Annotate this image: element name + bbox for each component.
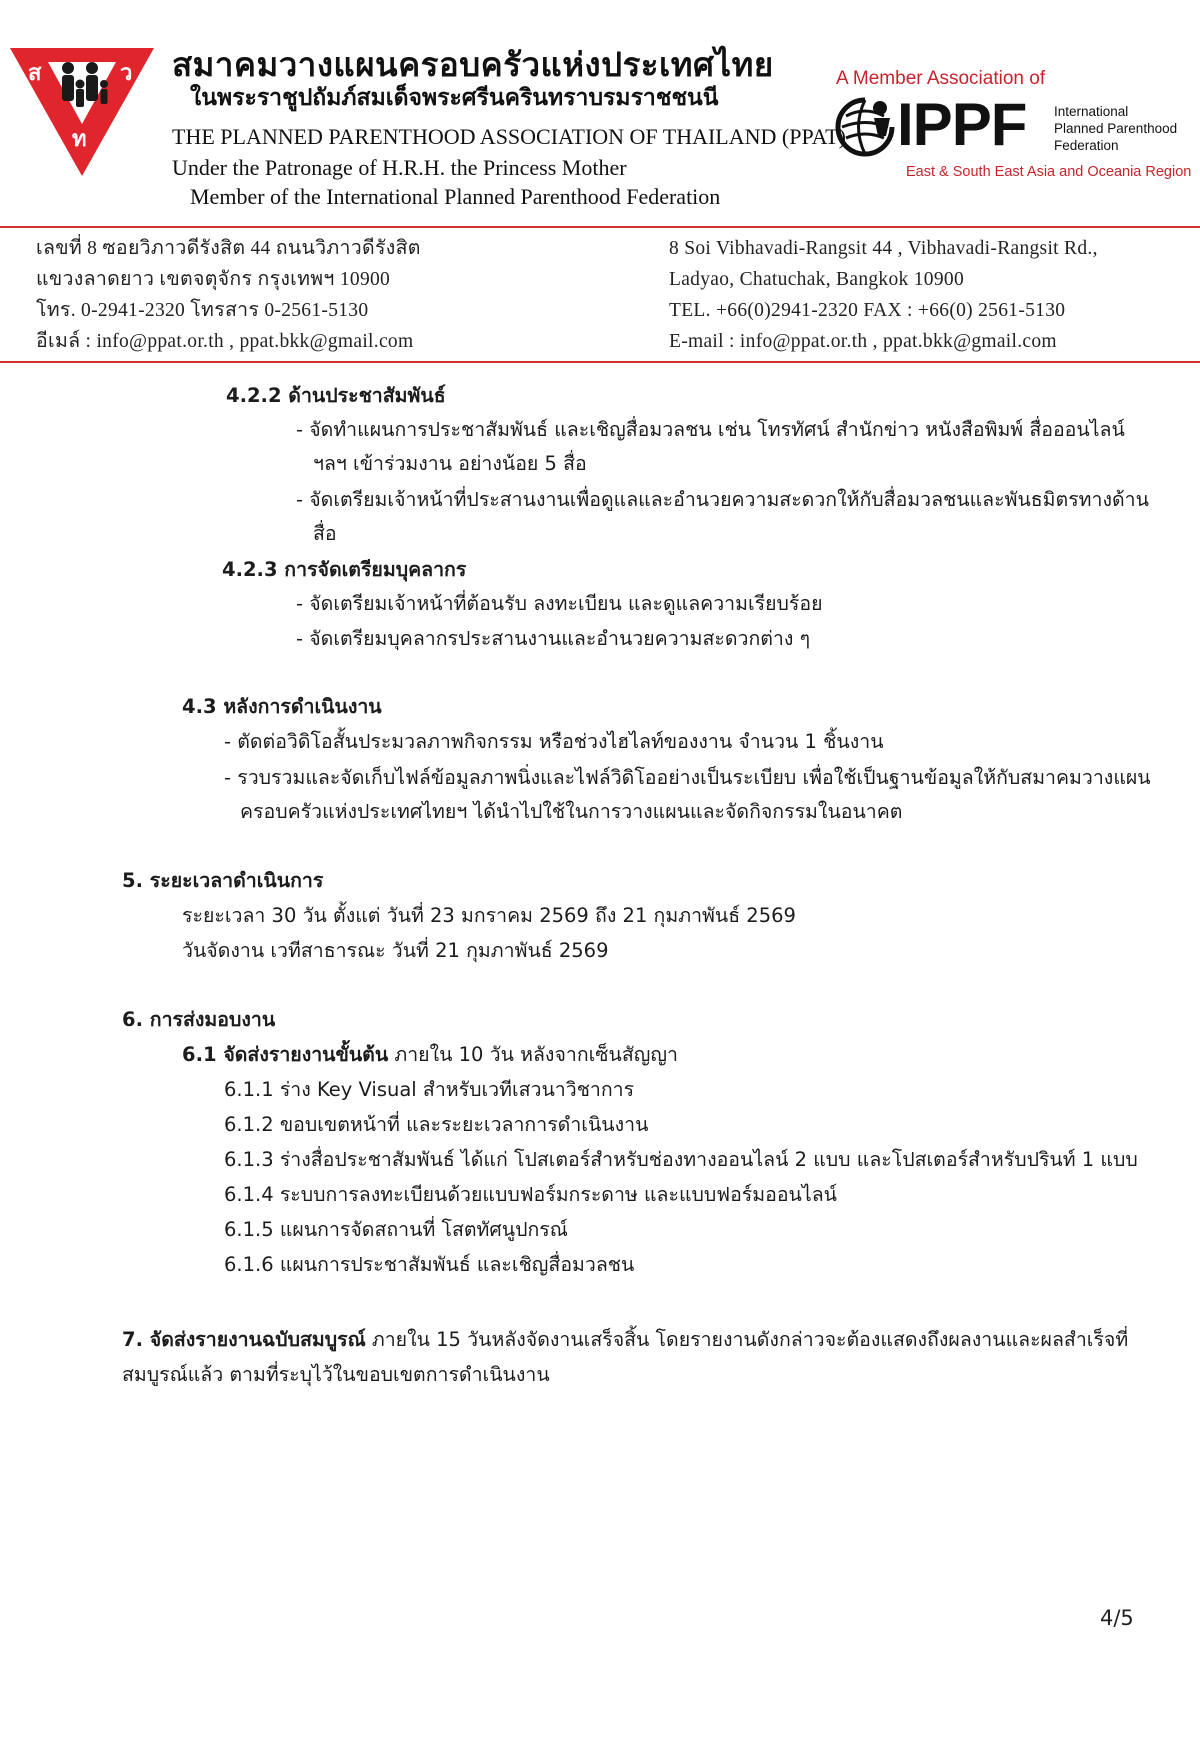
logo-letter-bottom: ท	[72, 127, 87, 152]
page-number: 4/5	[1100, 1606, 1134, 1630]
section-4-3-item: - รวบรวมและจัดเก็บไฟล์ข้อมูลภาพนิ่งและไฟล์วิดิโออย่างเป็นระเบียบ เพื่อใช้เป็นฐานข้อมูลให้กับสมาคมวางแผน	[224, 766, 1151, 789]
section-4-3-title: 4.3 หลังการดำเนินงาน	[182, 695, 382, 718]
ippf-region: East & South East Asia and Oceania Region	[906, 164, 1192, 180]
address-line: TEL. +66(0)2941-2320 FAX : +66(0) 2561-5130	[669, 300, 1066, 321]
address-line: แขวงลาดยาว เขตจตุจักร กรุงเทพฯ 10900	[36, 269, 391, 290]
address-line: E-mail : info@ppat.or.th , ppat.bkk@gmail.com	[669, 331, 1057, 352]
address-line: อีเมล์ : info@ppat.or.th , ppat.bkk@gmail.com	[36, 331, 414, 352]
section-4-2-2-item: - จัดเตรียมเจ้าหน้าที่ประสานงานเพื่อดูแลและอำนวยความสะดวกให้กับสื่อมวลชนและพันธมิตรทางด้าน	[296, 488, 1149, 511]
address-line: เลขที่ 8 ซอยวิภาวดีรังสิต 44 ถนนวิภาวดีรังสิต	[36, 238, 421, 259]
section-5-event-date: วันจัดงาน เวทีสาธารณะ วันที่ 21 กุมภาพันธ์ 2569	[182, 939, 609, 962]
section-4-2-3-title: 4.2.3 การจัดเตรียมบุคลากร	[222, 558, 467, 581]
ippf-member-label: A Member Association of	[836, 68, 1046, 89]
logo-letter-left: ส	[28, 61, 42, 86]
section-6-1-item: 6.1.1 ร่าง Key Visual สำหรับเวทีเสวนาวิชาการ	[224, 1078, 635, 1101]
section-6-1-label: 6.1 จัดส่งรายงานขั้นต้น	[182, 1043, 389, 1066]
org-name-english: THE PLANNED PARENTHOOD ASSOCIATION OF THAILAND (PPAT)	[172, 124, 846, 149]
header-divider-bottom	[0, 361, 1200, 363]
section-7-text: ภายใน 15 วันหลังจัดงานเสร็จสิ้น โดยรายงานดังกล่าวจะต้องแสดงถึงผลงานและผลสำเร็จที่	[365, 1328, 1129, 1351]
address-thai	[36, 233, 421, 357]
address-english	[669, 233, 1098, 357]
address-line: 8 Soi Vibhavadi-Rangsit 44 , Vibhavadi-Rangsit Rd.,	[669, 238, 1098, 259]
section-7	[122, 1325, 1128, 1355]
section-4-2-2-item: - จัดทำแผนการประชาสัมพันธ์ และเชิญสื่อมวลชน เช่น โทรทัศน์ สำนักข่าว หนังสือพิมพ์ สื่อออนไลน์	[296, 418, 1125, 441]
address-line: Ladyao, Chatuchak, Bangkok 10900	[669, 269, 964, 290]
ippf-acronym: IPPF	[897, 91, 1027, 158]
section-4-2-3-item: - จัดเตรียมเจ้าหน้าที่ต้อนรับ ลงทะเบียน และดูแลความเรียบร้อย	[296, 592, 823, 615]
section-4-3-item-cont: ครอบครัวแห่งประเทศไทยฯ ได้นำไปใช้ในการวางแผนและจัดกิจกรรมในอนาคต	[240, 800, 903, 823]
section-6-1-item: 6.1.5 แผนการจัดสถานที่ โสตทัศนูปกรณ์	[224, 1218, 568, 1241]
section-6-title: 6. การส่งมอบงาน	[122, 1008, 276, 1031]
section-6-1-item: 6.1.2 ขอบเขตหน้าที่ และระยะเวลาการดำเนินงาน	[224, 1113, 649, 1136]
section-6-1-text: ภายใน 10 วัน หลังจากเซ็นสัญญา	[388, 1043, 678, 1066]
section-4-2-2-item-cont: สื่อ	[313, 522, 337, 545]
section-4-2-3-item: - จัดเตรียมบุคลากรประสานงานและอำนวยความสะดวกต่าง ๆ	[296, 627, 811, 650]
ippf-fullname-line: International	[1054, 104, 1129, 119]
ippf-fullname	[1054, 103, 1177, 154]
org-patronage-thai: ในพระราชูปถัมภ์สมเด็จพระศรีนครินทราบรมราชชนนี	[190, 85, 719, 111]
ippf-globe-icon	[834, 96, 896, 158]
org-member-english: Member of the International Planned Parenthood Federation	[190, 184, 721, 209]
section-6-1-item: 6.1.6 แผนการประชาสัมพันธ์ และเชิญสื่อมวลชน	[224, 1253, 635, 1276]
org-patronage-english: Under the Patronage of H.R.H. the Princess Mother	[172, 155, 627, 180]
org-name-thai: สมาคมวางแผนครอบครัวแห่งประเทศไทย	[172, 45, 774, 84]
section-4-2-2-item-cont: ฯลฯ เข้าร่วมงาน อย่างน้อย 5 สื่อ	[313, 452, 587, 475]
section-6-1-item: 6.1.4 ระบบการลงทะเบียนด้วยแบบฟอร์มกระดาษ และแบบฟอร์มออนไลน์	[224, 1183, 837, 1206]
ppat-logo	[8, 44, 156, 180]
section-4-3-item: - ตัดต่อวิดิโอสั้นประมวลภาพกิจกรรม หรือช่วงไฮไลท์ของงาน จำนวน 1 ชิ้นงาน	[224, 730, 884, 753]
section-5-title: 5. ระยะเวลาดำเนินการ	[122, 869, 324, 892]
section-5-duration: ระยะเวลา 30 วัน ตั้งแต่ วันที่ 23 มกราคม 2569 ถึง 21 กุมภาพันธ์ 2569	[182, 904, 796, 927]
ippf-fullname-line: Federation	[1054, 138, 1119, 153]
ippf-fullname-line: Planned Parenthood	[1054, 121, 1178, 136]
section-6-1-item: 6.1.3 ร่างสื่อประชาสัมพันธ์ ได้แก่ โปสเตอร์สำหรับช่องทางออนไลน์ 2 แบบ และโปสเตอร์สำหรับปรินท์ 1 แบบ	[224, 1148, 1138, 1171]
section-4-2-2-title: 4.2.2 ด้านประชาสัมพันธ์	[226, 384, 446, 407]
section-7-cont: สมบูรณ์แล้ว ตามที่ระบุไว้ในขอบเขตการดำเนินงาน	[122, 1363, 550, 1386]
address-line: โทร. 0-2941-2320 โทรสาร 0-2561-5130	[36, 300, 369, 321]
section-6-1	[182, 1040, 678, 1070]
header-divider-top	[0, 226, 1200, 228]
section-7-label: 7. จัดส่งรายงานฉบับสมบูรณ์	[122, 1328, 366, 1351]
logo-letter-right: ว	[120, 61, 133, 86]
